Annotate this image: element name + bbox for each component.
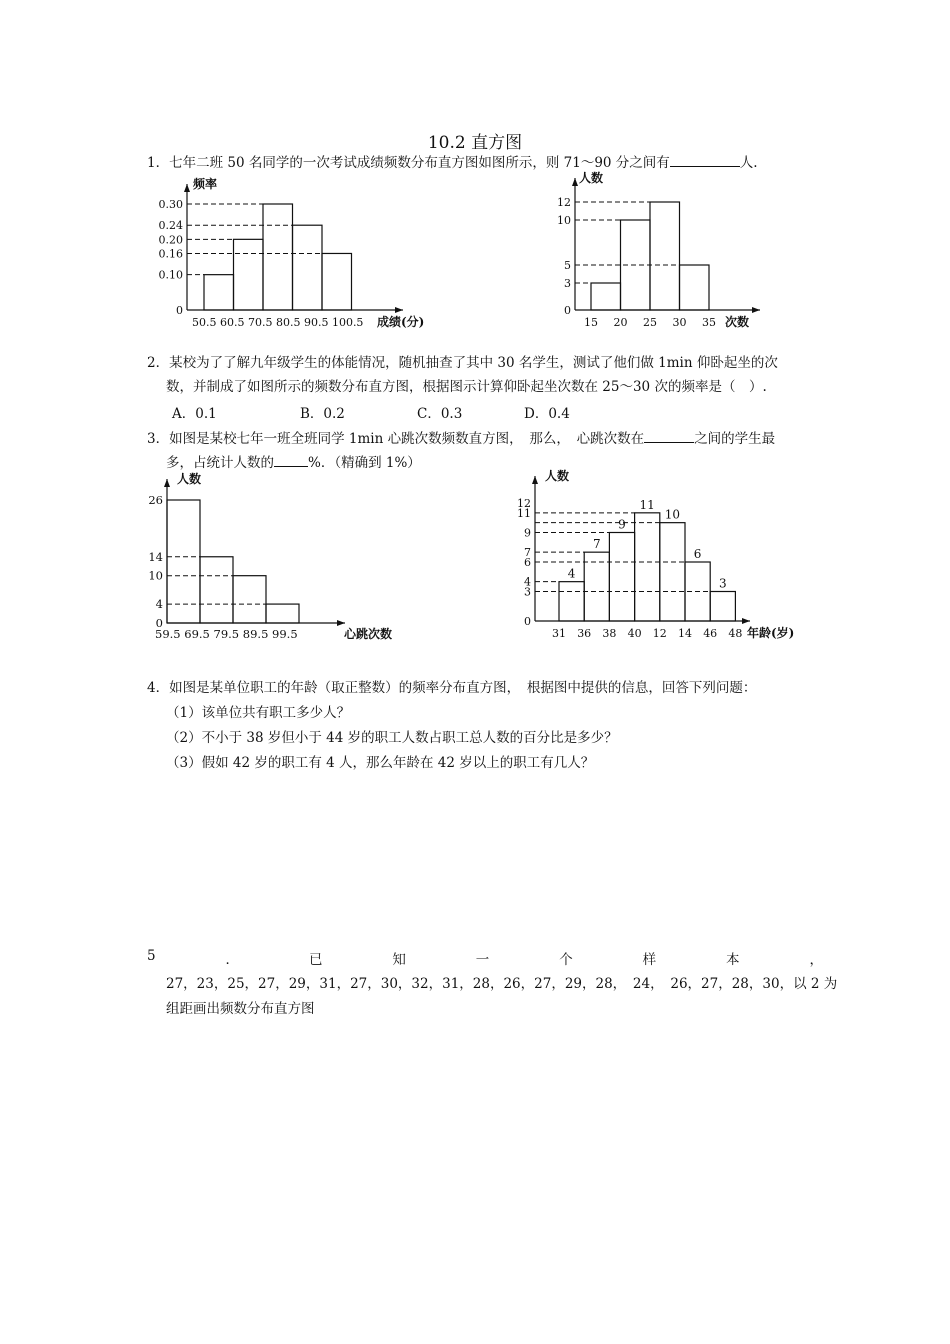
histogram-bar: [293, 225, 323, 310]
bar-value-label: 10: [664, 507, 681, 522]
y-tick-label: 3: [524, 585, 531, 599]
q1-number: 1．: [147, 155, 170, 171]
x-tick-label: 14: [678, 627, 692, 640]
y-tick-label: 5: [564, 259, 571, 272]
q3-range-blank[interactable]: [644, 428, 694, 443]
q2-option-b[interactable]: B．0.2: [300, 406, 345, 422]
x-axis-arrow: [337, 620, 345, 626]
y-tick-label: 6: [524, 556, 531, 569]
histogram-bar: [233, 576, 266, 623]
x-tick-label: 40: [627, 627, 642, 640]
y-axis-arrow: [164, 479, 170, 487]
y-tick-label: 0.16: [158, 247, 183, 261]
q2-line-1: [147, 353, 778, 373]
y-tick-label: 14: [148, 549, 163, 564]
y-tick-label: 7: [524, 546, 531, 560]
x-tick-label: 25: [643, 316, 657, 329]
y-tick-label: 0: [564, 304, 571, 317]
q3-text-pre: 如图是某校七年一班全班同学 1min 心跳次数频数直方图， 那么， 心跳次数在: [169, 431, 645, 447]
q3-text-post: 之间的学生最: [694, 431, 776, 447]
histogram-bar: [660, 523, 685, 621]
page-title: 10.2 直方图: [427, 133, 523, 153]
y-axis-arrow: [572, 178, 578, 186]
chart-4-age: [505, 469, 805, 647]
y-axis-label: 人数: [579, 171, 604, 185]
y-tick-label: 0: [155, 616, 163, 630]
x-tick-label: 30: [672, 316, 687, 329]
y-tick-label: 0.20: [158, 233, 183, 247]
histogram-bar: [234, 239, 264, 310]
y-tick-label: 0: [524, 615, 531, 628]
histogram-bar: [609, 533, 634, 622]
histogram-bar: [591, 283, 621, 310]
q5-char: 一: [475, 952, 490, 968]
q2-option-a[interactable]: A．0.1: [172, 406, 217, 422]
x-tick-labels: 59.5 69.5 79.5 89.5 99.5: [155, 627, 298, 641]
x-axis-arrow: [742, 618, 750, 624]
q5-char: 知: [392, 952, 406, 968]
q5-line-3: 组距画出频数分布直方图: [166, 1001, 315, 1017]
y-axis-arrow: [532, 476, 538, 484]
q2-line-2: 数，并制成了如图所示的频数分布直方图，根据图示计算仰卧起坐次数在 25～30 次的频率是（ ）.: [166, 379, 767, 395]
q3-percent-blank[interactable]: [274, 452, 308, 467]
x-axis-label: 心跳次数: [344, 627, 393, 641]
bar-value-label: 6: [693, 547, 702, 561]
x-tick-label: 46: [703, 627, 718, 640]
x-axis-label: 年龄(岁): [747, 626, 795, 640]
histogram-bar: [204, 275, 234, 310]
y-tick-label: 3: [564, 277, 571, 290]
histogram-bar: [559, 582, 584, 621]
y-axis-label: 频率: [193, 177, 218, 191]
y-axis-label: 人数: [545, 469, 570, 483]
q5-char: 5: [147, 948, 156, 964]
y-axis-arrow: [184, 184, 190, 192]
y-tick-label: 0.10: [158, 268, 183, 282]
x-tick-label: 36: [577, 627, 592, 640]
y-tick-label: 4: [155, 597, 163, 612]
x-tick-label: 35: [702, 316, 716, 329]
bar-value-label: 4: [567, 566, 576, 581]
y-tick-label: 0: [176, 304, 183, 317]
q5-char: 本: [726, 952, 740, 968]
x-tick-label: 20: [613, 316, 628, 329]
y-tick-label: 0.24: [158, 219, 183, 233]
q3-line-1: [147, 428, 775, 449]
y-tick-label: 26: [148, 493, 163, 507]
y-tick-label: 10: [557, 214, 571, 227]
q5-char: 已: [308, 952, 323, 968]
y-tick-label: 12: [557, 196, 571, 209]
y-tick-label: 12: [517, 497, 531, 510]
x-axis-arrow: [752, 307, 760, 313]
y-tick-label: 9: [524, 526, 531, 540]
q5-char: ，: [809, 952, 823, 968]
bar-value-label: 9: [618, 517, 626, 532]
q3-number: 3．: [147, 431, 170, 447]
q1-text-post: 人.: [739, 155, 758, 171]
y-tick-label: 0.30: [158, 198, 183, 211]
q4-number: 4．: [147, 680, 170, 696]
q5-line-2: 27，23，25，27，29，31，27，30，32，31，28，26，27，29，28， 24， 26，27，28，30，以 2 为: [166, 976, 838, 992]
q2-number: 2．: [147, 355, 170, 371]
q2-option-d[interactable]: D．0.4: [524, 406, 570, 422]
x-tick-label: 31: [552, 627, 566, 640]
x-tick-label: 15: [584, 316, 598, 329]
y-tick-label: 4: [524, 575, 531, 589]
bar-value-label: 3: [718, 576, 727, 591]
q1-text-pre: 七年二班 50 名同学的一次考试成绩频数分布直方图如图所示，则 71～90 分之间有: [169, 155, 670, 171]
x-axis-label: 成绩(分): [377, 315, 425, 329]
x-tick-label: 38: [602, 627, 617, 640]
q4-text: 如图是某单位职工的年龄（取正整数）的频率分布直方图， 根据图中提供的信息，回答下列问题：: [169, 680, 757, 696]
x-tick-label: 48: [728, 627, 743, 640]
chart-3-heartbeat: [140, 472, 430, 650]
q3-line2-post: %．（精确到 1%）: [308, 455, 421, 471]
y-tick-label: 10: [148, 568, 163, 583]
q2-option-c[interactable]: C．0.3: [417, 406, 463, 422]
chart-2-situps: [545, 171, 775, 330]
q5-char: ．: [225, 952, 240, 968]
histogram-bar: [263, 204, 293, 310]
q2-text-1: 某校为了了解九年级学生的体能情况，随机抽查了其中 30 名学生，测试了他们做 1min 仰卧起坐的次: [169, 355, 778, 371]
q4-sub-2: （2）不小于 38 岁但小于 44 岁的职工人数占职工总人数的百分比是多少？: [166, 730, 618, 746]
q1-answer-blank[interactable]: [670, 152, 740, 167]
histogram-bar: [200, 557, 233, 623]
q5-char: 样: [642, 952, 657, 968]
q4-sub-3: （3）假如 42 岁的职工有 4 人，那么年龄在 42 岁以上的职工有几人？: [166, 755, 595, 771]
x-axis-arrow: [395, 307, 403, 313]
q4-sub-1: （1）该单位共有职工多少人？: [166, 705, 351, 721]
q3-line-2: [166, 452, 421, 473]
x-axis-label: 次数: [725, 315, 750, 329]
y-tick-label: 11: [517, 506, 531, 520]
histogram-bar: [710, 592, 735, 622]
x-tick-labels: 50.5 60.5 70.5 80.5 90.5 100.5: [192, 316, 364, 329]
q1-line: [147, 152, 758, 173]
histogram-bar: [322, 253, 352, 310]
q5-char: 个: [559, 952, 573, 968]
chart-1-score-frequency: [145, 178, 425, 333]
x-tick-label: 12: [652, 627, 667, 640]
histogram-bar: [680, 265, 710, 310]
histogram-bar: [266, 604, 299, 623]
histogram-bar: [635, 513, 660, 621]
q3-line2-pre: 多，占统计人数的: [166, 455, 274, 471]
bar-value-label: 11: [639, 497, 655, 512]
bar-value-label: 7: [592, 537, 601, 552]
histogram-bar: [650, 202, 680, 310]
q4-stem: [147, 678, 756, 698]
y-axis-label: 人数: [177, 472, 202, 486]
q5-line-1: [147, 948, 823, 968]
